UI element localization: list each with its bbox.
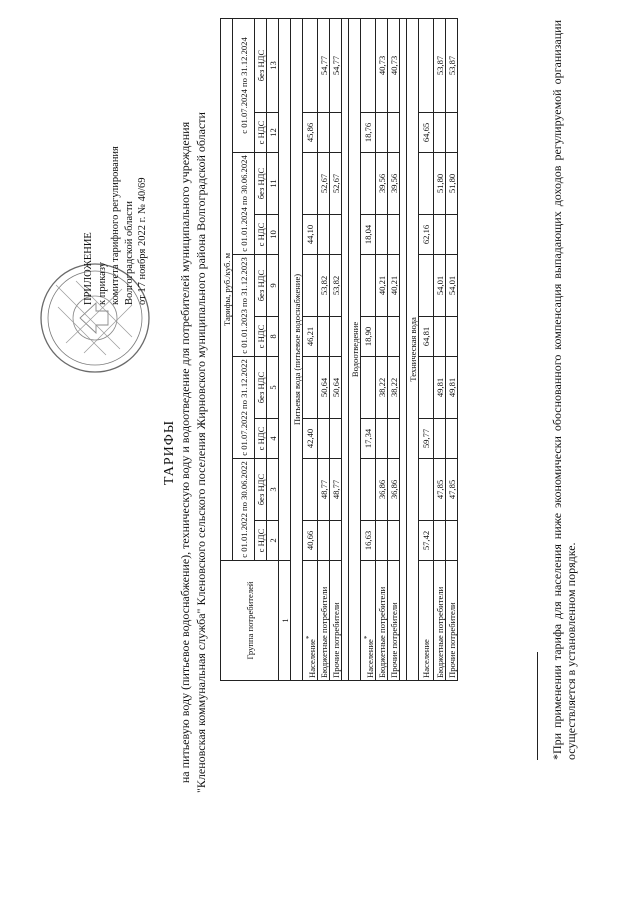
tariff-value-cell: 38,22	[376, 357, 388, 419]
tariff-value-cell	[303, 153, 318, 215]
tariff-value-cell	[446, 317, 458, 357]
vat-header: с НДС	[255, 317, 267, 357]
consumer-group-name: Прочие потребители	[446, 602, 457, 678]
tariff-value-cell	[419, 255, 434, 317]
tariff-value-cell: 54,01	[446, 255, 458, 317]
tariff-value-cell: 42,40	[303, 419, 318, 459]
appendix-order-ref: к приказу	[96, 262, 108, 305]
tariff-value-cell	[376, 521, 388, 561]
tariff-value-cell: 53,87	[434, 18, 446, 112]
tariff-value-cell	[303, 459, 318, 521]
period-header: с 01.01.2024 по 30.06.2024	[233, 153, 255, 255]
tariff-value-cell	[330, 215, 342, 255]
tariff-value-cell: 51,80	[446, 153, 458, 215]
tariff-value-cell: 53,87	[446, 18, 458, 112]
table-row	[361, 18, 376, 680]
consumer-group-name: Бюджетные потребители	[318, 586, 329, 678]
consumer-group-cell	[434, 561, 446, 681]
tariff-value-cell	[361, 255, 376, 317]
tariff-value-cell: 47,85	[434, 459, 446, 521]
tariff-value-cell: 64,65	[419, 113, 434, 153]
tariff-value-cell	[376, 215, 388, 255]
table-row	[330, 18, 342, 680]
tariff-value-cell: 50,64	[330, 357, 342, 419]
consumer-group-cell	[361, 561, 376, 681]
tariff-value-cell: 49,81	[434, 357, 446, 419]
col-number: 9	[267, 255, 279, 317]
period-header: с 01.01.2023 по 31.12.2023	[233, 255, 255, 357]
tariff-value-cell: 54,77	[318, 18, 330, 112]
tariff-value-cell: 39,56	[376, 153, 388, 215]
consumer-group-cell	[388, 561, 400, 681]
footnote-marker: *	[304, 635, 313, 640]
tariff-value-cell	[361, 357, 376, 419]
tariff-value-cell	[361, 153, 376, 215]
tariff-value-cell: 52,67	[330, 153, 342, 215]
section-title: Техническая вода	[407, 18, 419, 680]
no-vat-header: без НДС	[255, 459, 267, 521]
tariff-value-cell: 45,86	[303, 113, 318, 153]
table-row	[376, 18, 388, 680]
tariff-value-cell	[419, 18, 434, 112]
tariff-value-cell: 50,64	[318, 357, 330, 419]
tariff-value-cell: 18,04	[361, 215, 376, 255]
tariff-value-cell	[376, 317, 388, 357]
section-title: Водоотведение	[349, 18, 361, 680]
no-vat-header: без НДС	[255, 18, 267, 112]
tariff-value-cell: 46,21	[303, 317, 318, 357]
tariff-value-cell: 40,21	[376, 255, 388, 317]
tariff-value-cell: 57,42	[419, 521, 434, 561]
consumer-group-cell	[303, 561, 318, 681]
consumer-group-cell	[446, 561, 458, 681]
table-row	[388, 18, 400, 680]
vat-header: с НДС	[255, 521, 267, 561]
table-row	[318, 18, 330, 680]
table-row	[434, 18, 446, 680]
tariff-value-cell	[318, 419, 330, 459]
col-number: 12	[267, 113, 279, 153]
tariff-value-cell	[446, 419, 458, 459]
consumer-group-cell	[318, 561, 330, 681]
tariff-value-cell: 18,90	[361, 317, 376, 357]
tariff-value-cell	[318, 317, 330, 357]
group-header-cell: Группа потребителей	[221, 561, 279, 681]
tariffs-header-cell: Тарифы, руб./куб. м	[221, 18, 233, 560]
tariff-value-cell	[434, 215, 446, 255]
period-header: с 01.01.2022 по 30.06.2022	[233, 459, 255, 561]
appendix-committee: комитета тарифного регулирования	[110, 146, 121, 305]
consumer-group-name: Население	[364, 639, 375, 678]
tariff-value-cell	[388, 215, 400, 255]
document-title: ТАРИФЫ	[162, 419, 177, 486]
document-subtitle-2: "Кленовская коммунальная служба" Кленовского сельского поселения Жирновского муниципального района Волгоградской области	[194, 112, 208, 793]
consumer-group-name: Население	[306, 639, 317, 678]
col-number: 8	[267, 317, 279, 357]
tariff-value-cell	[446, 521, 458, 561]
section-title: Питьевая вода (питьевое водоснабжение)	[291, 18, 303, 680]
tariff-value-cell	[388, 317, 400, 357]
tariff-value-cell: 40,21	[388, 255, 400, 317]
consumer-group-name: Население	[421, 639, 431, 678]
tariff-value-cell: 51,80	[434, 153, 446, 215]
footnote: *При применении тарифа для населения ниже экономически обоснованного компенсация выпадающих доходов регулируемой организации осуществляется в установленном порядке.	[550, 20, 578, 760]
tariff-value-cell: 64,81	[419, 317, 434, 357]
col-number: 5	[267, 357, 279, 419]
vat-header: с НДС	[255, 215, 267, 255]
tariff-value-cell	[318, 521, 330, 561]
tariff-value-cell: 44,10	[303, 215, 318, 255]
tariff-value-cell: 16,63	[361, 521, 376, 561]
period-header: с 01.07.2022 по 31.12.2022	[233, 357, 255, 459]
tariff-value-cell	[388, 419, 400, 459]
footnote-marker: *	[362, 635, 371, 640]
no-vat-header: без НДС	[255, 357, 267, 419]
col-number: 10	[267, 215, 279, 255]
tariff-value-cell	[330, 419, 342, 459]
appendix-region: Волгоградской области	[123, 200, 135, 305]
tariff-value-cell: 38,22	[388, 357, 400, 419]
tariff-value-cell	[303, 18, 318, 112]
tariff-value-cell: 54,77	[330, 18, 342, 112]
tariff-value-cell	[303, 255, 318, 317]
table-row	[419, 18, 434, 680]
tariff-value-cell	[318, 113, 330, 153]
tariff-value-cell	[376, 419, 388, 459]
tariff-value-cell	[434, 317, 446, 357]
tariff-value-cell	[446, 113, 458, 153]
footnote-divider	[537, 652, 538, 760]
tariff-value-cell	[419, 153, 434, 215]
tariff-value-cell: 53,82	[330, 255, 342, 317]
tariff-value-cell: 17,34	[361, 419, 376, 459]
tariff-value-cell: 18,76	[361, 113, 376, 153]
appendix-date-number: от 17 ноября 2022 г. № 40/69	[137, 177, 148, 305]
tariff-value-cell	[434, 521, 446, 561]
empty-cell	[279, 18, 291, 560]
col-number: 3	[267, 459, 279, 521]
tariff-value-cell: 59,77	[419, 419, 434, 459]
tariff-value-cell	[303, 357, 318, 419]
tariff-value-cell: 36,86	[388, 459, 400, 521]
no-vat-header: без НДС	[255, 153, 267, 215]
tariff-value-cell: 40,73	[376, 18, 388, 112]
consumer-group-name: Бюджетные потребители	[376, 586, 387, 678]
tariff-value-cell: 49,81	[446, 357, 458, 419]
consumer-group-name: Прочие потребители	[388, 602, 399, 678]
tariff-value-cell	[330, 317, 342, 357]
consumer-group-cell	[376, 561, 388, 681]
table-row	[446, 18, 458, 680]
section-spacer	[342, 18, 349, 680]
tariffs-table-body	[221, 18, 458, 680]
col-number: 1	[279, 561, 291, 681]
vat-header: с НДС	[255, 419, 267, 459]
document-subtitle-1: на питьевую воду (питьевое водоснабжение), техническую воду и водоотведение для потребителей муниципального учреждения	[178, 121, 192, 784]
tariff-value-cell: 40,73	[388, 18, 400, 112]
tariff-value-cell	[434, 419, 446, 459]
tariffs-table	[220, 18, 458, 681]
tariff-value-cell	[318, 215, 330, 255]
tariff-value-cell: 48,77	[330, 459, 342, 521]
tariff-value-cell	[446, 215, 458, 255]
appendix-block	[82, 105, 150, 305]
tariff-value-cell	[330, 113, 342, 153]
section-spacer	[400, 18, 407, 680]
col-number: 11	[267, 153, 279, 215]
consumer-group-name: Прочие потребители	[330, 602, 341, 678]
tariff-value-cell	[434, 113, 446, 153]
tariff-value-cell	[330, 521, 342, 561]
tariff-value-cell: 52,67	[318, 153, 330, 215]
col-number: 4	[267, 419, 279, 459]
consumer-group-cell	[419, 561, 434, 681]
tariff-value-cell: 36,86	[376, 459, 388, 521]
period-header: с 01.07.2024 по 31.12.2024	[233, 18, 255, 152]
tariff-value-cell	[361, 18, 376, 112]
appendix-label: ПРИЛОЖЕНИЕ	[83, 232, 94, 305]
tariff-value-cell: 53,82	[318, 255, 330, 317]
col-number: 2	[267, 521, 279, 561]
tariff-value-cell	[419, 357, 434, 419]
col-number: 13	[267, 18, 279, 112]
consumer-group-name: Бюджетные потребители	[434, 586, 445, 678]
vat-header: с НДС	[255, 113, 267, 153]
tariff-value-cell: 48,77	[318, 459, 330, 521]
table-row	[303, 18, 318, 680]
consumer-group-cell	[330, 561, 342, 681]
tariff-value-cell: 40,66	[303, 521, 318, 561]
tariff-value-cell: 47,85	[446, 459, 458, 521]
tariff-value-cell	[376, 113, 388, 153]
tariff-value-cell: 54,01	[434, 255, 446, 317]
tariff-value-cell	[388, 521, 400, 561]
tariff-value-cell	[419, 459, 434, 521]
tariff-value-cell: 62,16	[419, 215, 434, 255]
tariff-value-cell	[361, 459, 376, 521]
no-vat-header: без НДС	[255, 255, 267, 317]
tariff-value-cell	[388, 113, 400, 153]
tariff-value-cell: 39,56	[388, 153, 400, 215]
